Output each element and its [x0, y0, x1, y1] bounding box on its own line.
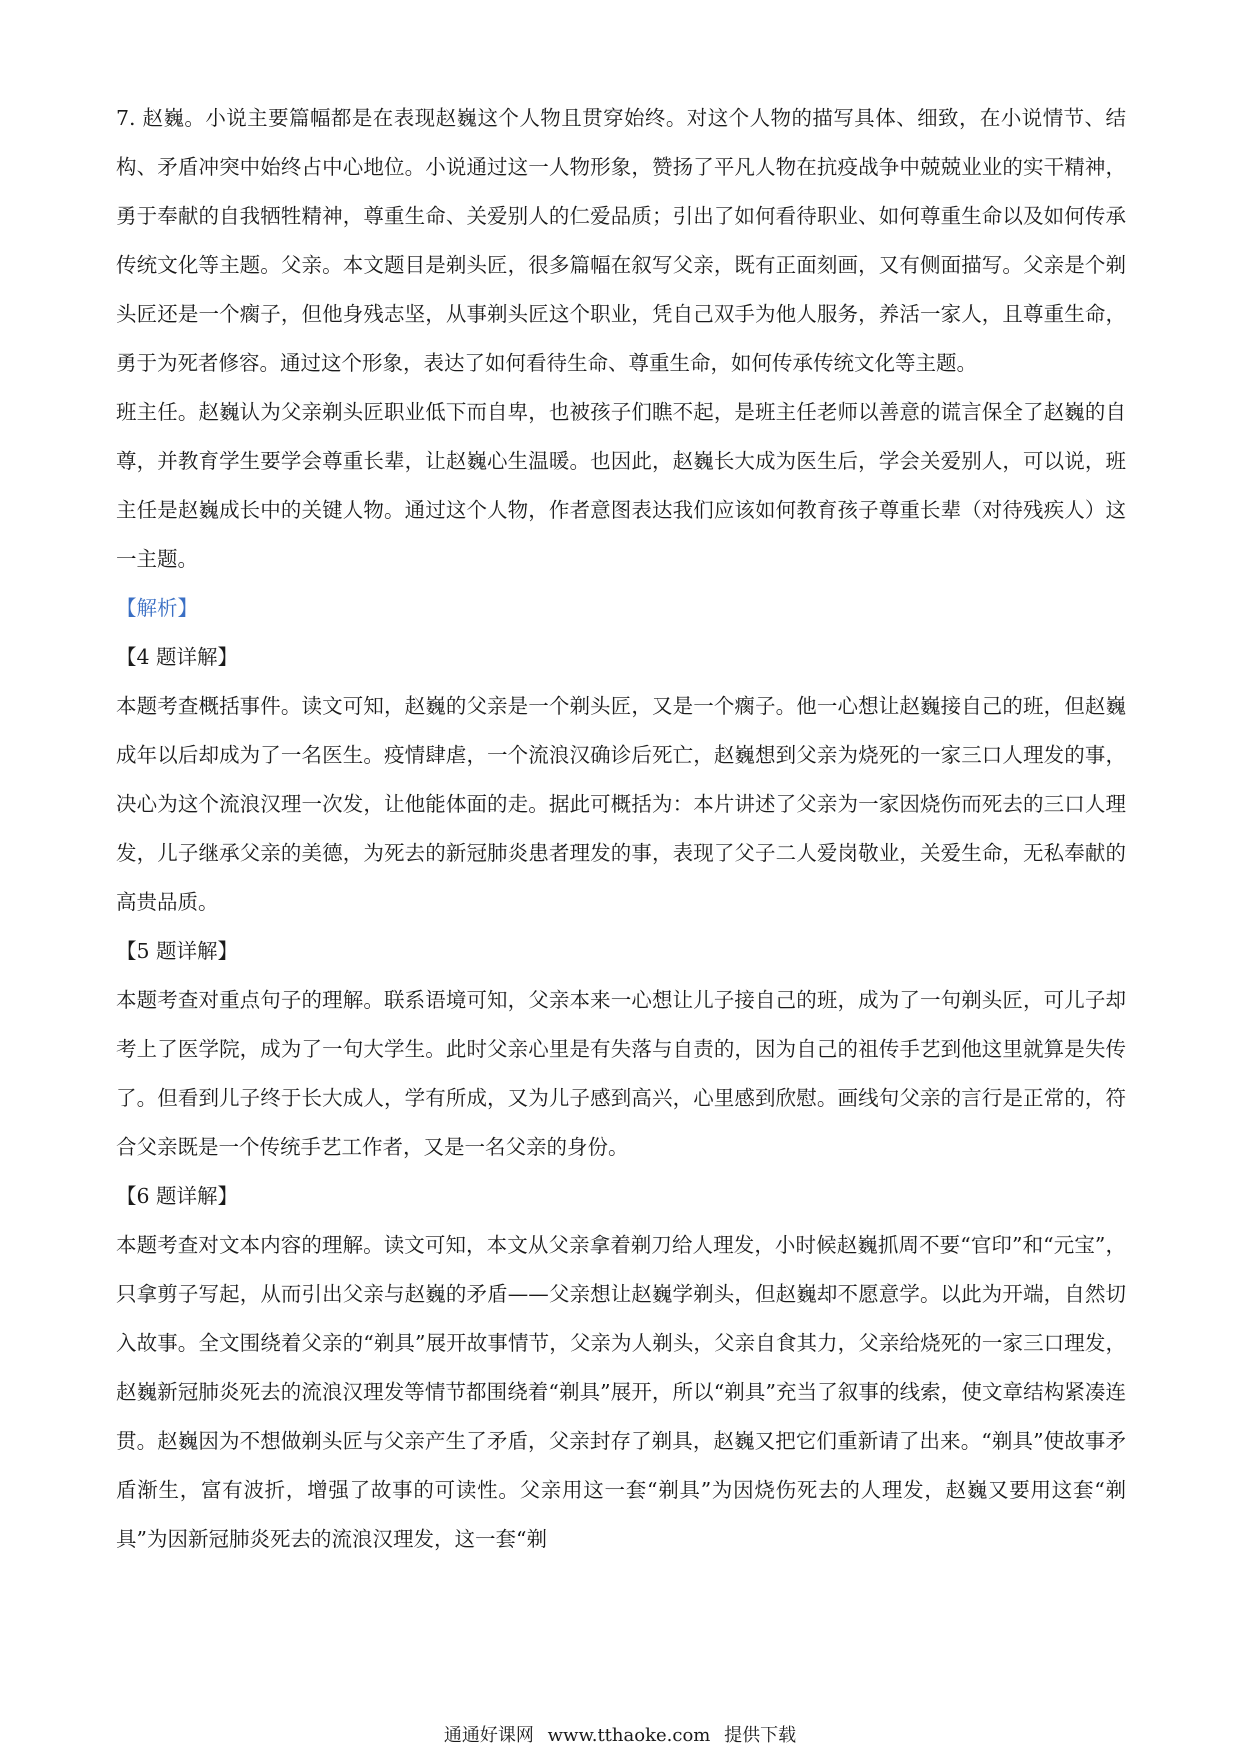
question-5-heading: 【5 题详解】: [116, 939, 239, 963]
question-4-explanation: 本题考查概括事件。读文可知，赵巍的父亲是一个剃头匠，又是一个瘸子。他一心想让赵巍接自己的班，但赵巍成年以后却成为了一名医生。疫情肆虐，一个流浪汉确诊后死亡，赵巍想到父亲为烧死的一家三口人理发的事，决心为这个流浪汉理一次发，让他能体面的走。据此可概括为：本片讲述了父亲为一家因烧伤而死去的三口人理发，儿子继承父亲的美德，为死去的新冠肺炎患者理发的事，表现了父子二人爱岗敬业，关爱生命，无私奉献的高贵品质。: [116, 694, 1126, 914]
question-6-heading: 【6 题详解】: [116, 1184, 239, 1208]
page-footer: [0, 1724, 1240, 1748]
question-4-heading: 【4 题详解】: [116, 645, 239, 669]
answer-paragraph-head-teacher: 班主任。赵巍认为父亲剃头匠职业低下而自卑，也被孩子们瞧不起，是班主任老师以善意的谎言保全了赵巍的自尊，并教育学生要学会尊重长辈，让赵巍心生温暖。也因此，赵巍长大成为医生后，学会关爱别人，可以说，班主任是赵巍成长中的关键人物。通过这个人物，作者意图表达我们应该如何教育孩子尊重长辈（对待残疾人）这一主题。: [116, 400, 1126, 571]
footer-suffix: 提供下载: [724, 1725, 797, 1746]
document-body: [116, 94, 1126, 1564]
footer-site-name: 通通好课网: [443, 1725, 534, 1746]
footer-url[interactable]: www.tthaoke.com: [547, 1725, 711, 1746]
question-5-explanation: 本题考查对重点句子的理解。联系语境可知，父亲本来一心想让儿子接自己的班，成为了一句剃头匠，可儿子却考上了医学院，成为了一句大学生。此时父亲心里是有失落与自责的，因为自己的祖传手艺到他这里就算是失传了。但看到儿子终于长大成人，学有所成，又为儿子感到高兴，心里感到欣慰。画线句父亲的言行是正常的，符合父亲既是一个传统手艺工作者，又是一名父亲的身份。: [116, 988, 1126, 1159]
analysis-heading: 【解析】: [116, 596, 198, 620]
answer-paragraph-7: 7. 赵巍。小说主要篇幅都是在表现赵巍这个人物且贯穿始终。对这个人物的描写具体、细致，在小说情节、结构、矛盾冲突中始终占中心地位。小说通过这一人物形象，赞扬了平凡人物在抗疫战争中兢兢业业的实干精神，勇于奉献的自我牺牲精神，尊重生命、关爱别人的仁爱品质；引出了如何看待职业、如何尊重生命以及如何传承传统文化等主题。父亲。本文题目是剃头匠，很多篇幅在叙写父亲，既有正面刻画，又有侧面描写。父亲是个剃头匠还是一个瘸子，但他身残志坚，从事剃头匠这个职业，凭自己双手为他人服务，养活一家人，且尊重生命，勇于为死者修容。通过这个形象，表达了如何看待生命、尊重生命，如何传承传统文化等主题。: [116, 106, 1126, 375]
question-6-explanation: 本题考查对文本内容的理解。读文可知，本文从父亲拿着剃刀给人理发，小时候赵巍抓周不要“官印”和“元宝”，只拿剪子写起，从而引出父亲与赵巍的矛盾——父亲想让赵巍学剃头，但赵巍却不愿意学。以此为开端，自然切入故事。全文围绕着父亲的“剃具”展开故事情节，父亲为人剃头，父亲自食其力，父亲给烧死的一家三口理发，赵巍新冠肺炎死去的流浪汉理发等情节都围绕着“剃具”展开，所以“剃具”充当了叙事的线索，使文章结构紧凑连贯。赵巍因为不想做剃头匠与父亲产生了矛盾，父亲封存了剃具，赵巍又把它们重新请了出来。“剃具”使故事矛盾渐生，富有波折，增强了故事的可读性。父亲用这一套“剃具”为因烧伤死去的人理发，赵巍又要用这套“剃具”为因新冠肺炎死去的流浪汉理发，这一套“剃: [116, 1233, 1126, 1551]
